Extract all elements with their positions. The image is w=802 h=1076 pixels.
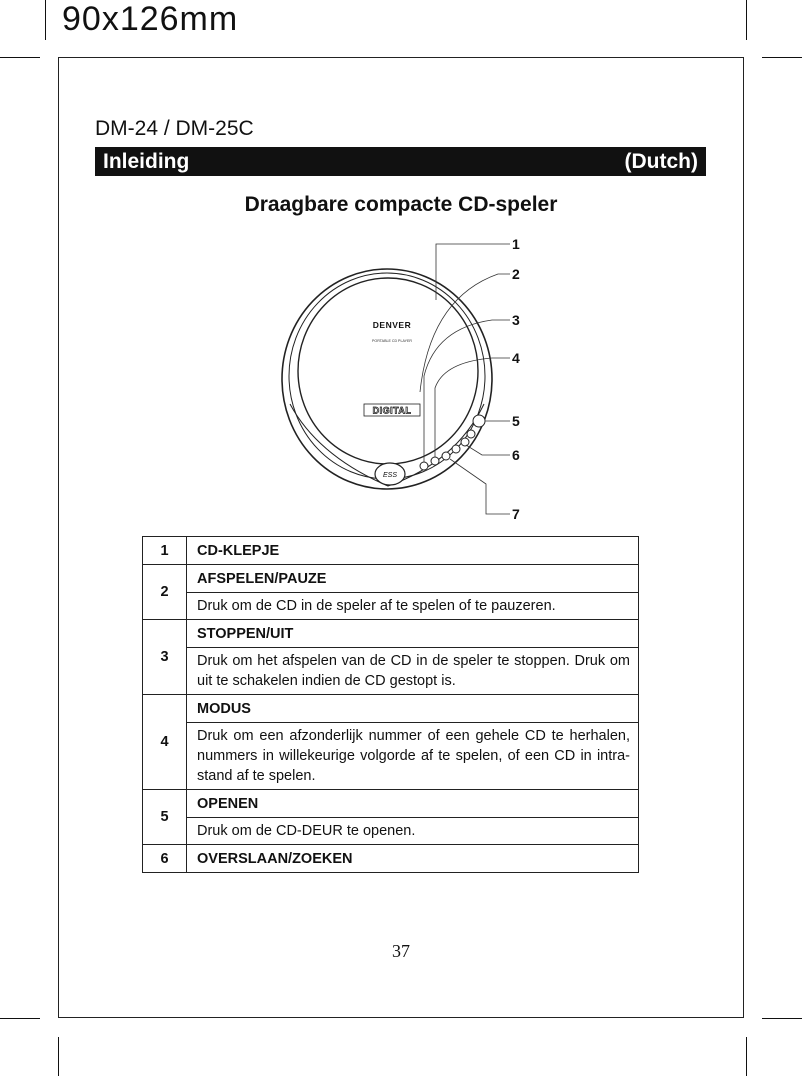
crop-mark <box>58 1037 59 1076</box>
legend-label: CD-KLEPJE <box>187 537 639 565</box>
table-row <box>143 593 639 620</box>
table-row <box>143 818 639 845</box>
legend-label: OPENEN <box>187 790 639 818</box>
table-row <box>143 565 639 593</box>
player-body <box>282 269 492 489</box>
trim-size-label: 90x126mm <box>62 0 239 38</box>
table-row <box>143 620 639 648</box>
legend-label: MODUS <box>187 695 639 723</box>
callout-1: 1 <box>512 236 520 252</box>
legend-number: 4 <box>143 695 187 790</box>
crop-mark <box>762 1018 802 1019</box>
table-row <box>143 723 639 790</box>
crop-mark <box>762 57 802 58</box>
crop-mark <box>45 0 46 40</box>
brand-logo: DENVER <box>372 320 412 330</box>
button-stop <box>420 462 428 470</box>
table-row <box>143 845 639 873</box>
legend-label: AFSPELEN/PAUZE <box>187 565 639 593</box>
callout-4: 4 <box>512 350 520 366</box>
legend-description: Druk om de CD in de speler af te spelen of te pauzeren. <box>187 593 639 620</box>
page-title: Draagbare compacte CD-speler <box>244 193 558 216</box>
legend-description: Druk om de CD-DEUR te openen. <box>187 818 639 845</box>
legend-number: 6 <box>143 845 187 873</box>
ess-label: ESS <box>382 472 398 479</box>
legend-number: 5 <box>143 790 187 845</box>
brand-tagline: PORTABLE CD PLAYER <box>372 339 412 343</box>
table-row <box>143 790 639 818</box>
button-skip-back <box>452 445 460 453</box>
legend-description: Druk om het afspelen van de CD in de speler te stoppen. Druk om uit te schakelen indien de CD gestopt is. <box>187 648 639 695</box>
table-row <box>143 695 639 723</box>
callout-7: 7 <box>512 506 520 522</box>
table-row <box>143 537 639 565</box>
button-open <box>473 415 485 427</box>
legend-number: 3 <box>143 620 187 695</box>
section-title: Inleiding <box>103 149 190 173</box>
table-row <box>143 648 639 695</box>
page-number: 37 <box>392 941 410 961</box>
model-number: DM-24 / DM-25C <box>95 117 254 140</box>
digital-badge: DIGITAL <box>372 405 412 416</box>
button-mode <box>431 457 439 465</box>
callout-6: 6 <box>512 447 520 463</box>
button-volume <box>467 430 475 438</box>
legend-description: Druk om een afzonderlijk nummer of een gehele CD te herhalen, nummers in willekeurige volgorde af te spelen, of een CD in intra-stand af te spelen. <box>187 723 639 790</box>
callout-2: 2 <box>512 266 520 282</box>
callout-3: 3 <box>512 312 520 328</box>
button-skip-forward <box>461 438 469 446</box>
crop-mark <box>0 57 40 58</box>
crop-mark <box>746 1037 747 1076</box>
button-legend-table <box>142 536 639 873</box>
crop-mark <box>0 1018 40 1019</box>
section-header <box>95 147 706 176</box>
callout-5: 5 <box>512 413 520 429</box>
crop-mark <box>746 0 747 40</box>
button-play <box>442 452 450 460</box>
section-language: (Dutch) <box>624 149 698 173</box>
cd-player-diagram <box>260 228 540 528</box>
legend-number: 2 <box>143 565 187 620</box>
legend-label: STOPPEN/UIT <box>187 620 639 648</box>
legend-number: 1 <box>143 537 187 565</box>
legend-label: OVERSLAAN/ZOEKEN <box>187 845 639 873</box>
